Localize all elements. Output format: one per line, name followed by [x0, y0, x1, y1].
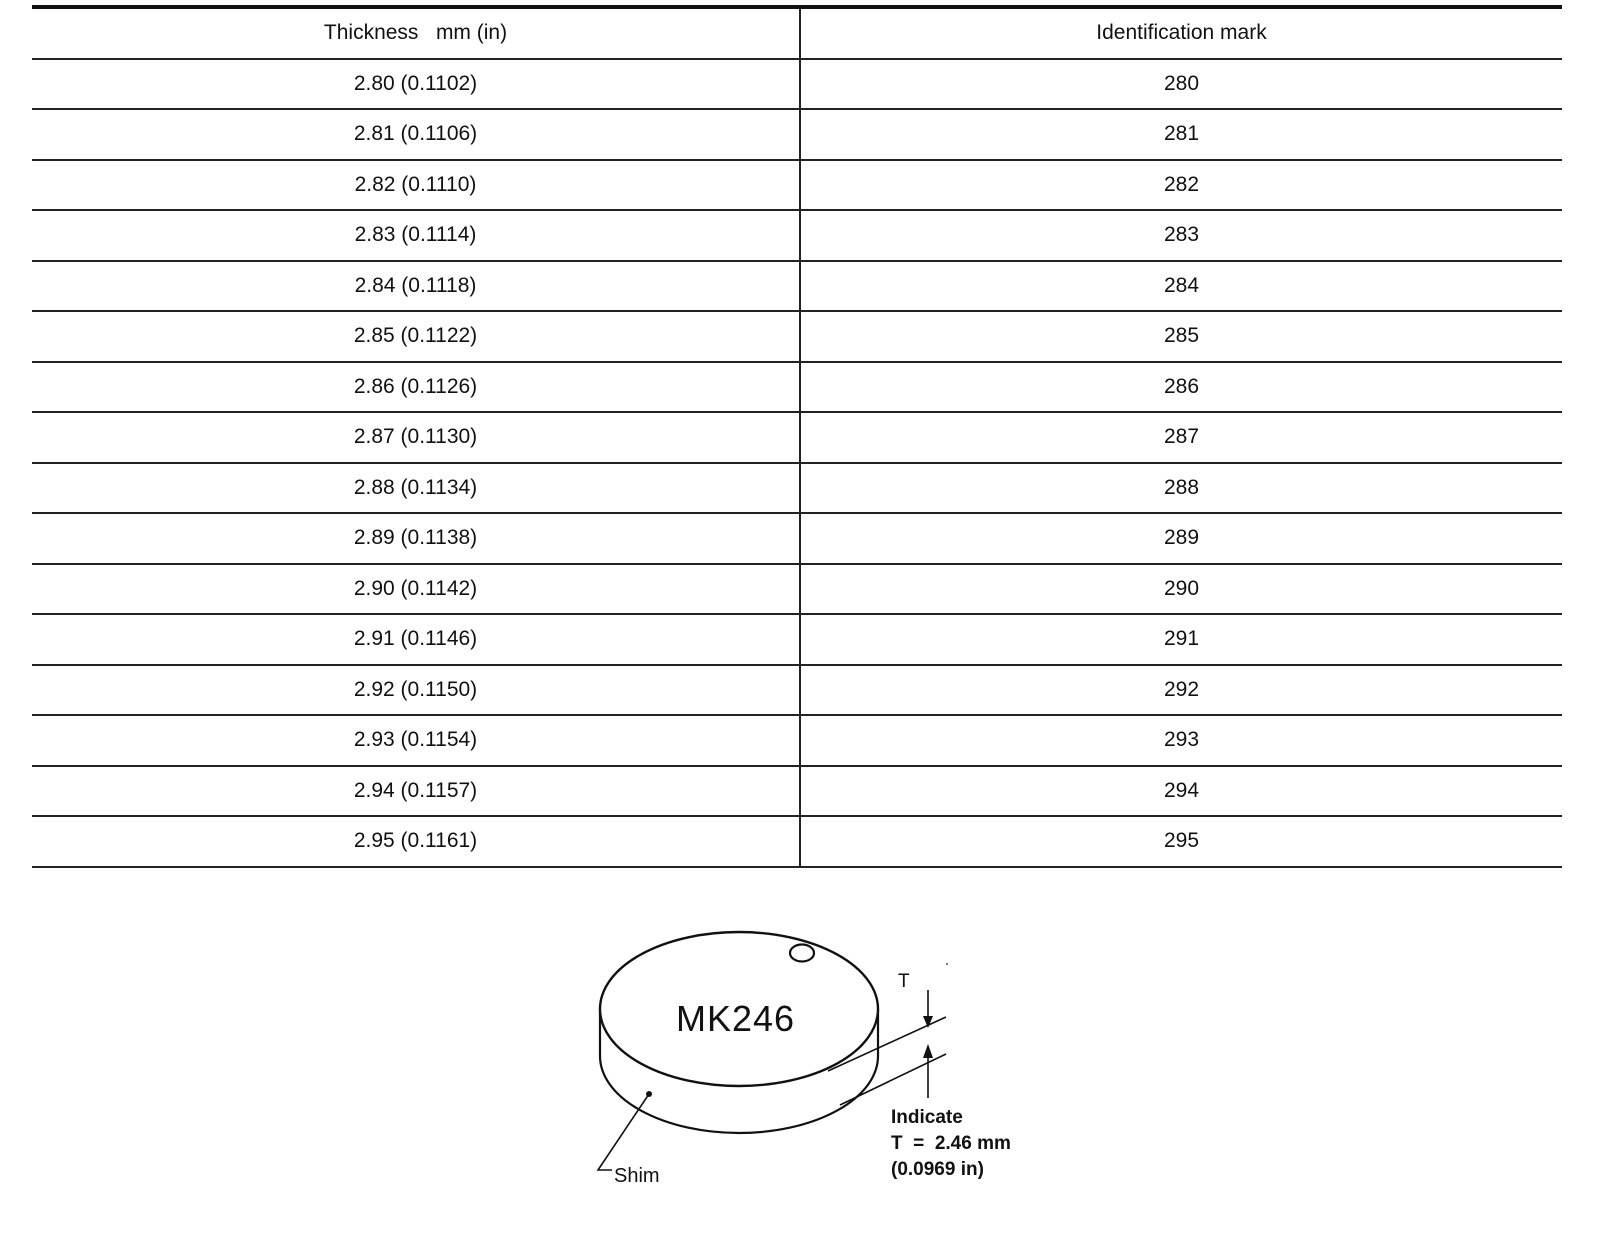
identification-mark-cell: 291	[800, 614, 1562, 665]
thickness-cell: 2.82 (0.1110)	[32, 160, 800, 211]
shim-drawing	[0, 880, 1600, 1220]
thickness-cell: 2.86 (0.1126)	[32, 362, 800, 413]
identification-mark-cell: 289	[800, 513, 1562, 564]
shim-illustration	[0, 880, 1600, 1220]
table-row	[32, 109, 1562, 160]
thickness-cell: 2.93 (0.1154)	[32, 715, 800, 766]
table-row	[32, 261, 1562, 312]
identification-mark-cell: 294	[800, 766, 1562, 817]
table-row	[32, 715, 1562, 766]
identification-mark-cell: 283	[800, 210, 1562, 261]
indicate-callout	[891, 1105, 1011, 1183]
table-row	[32, 59, 1562, 110]
identification-mark-cell: 284	[800, 261, 1562, 312]
thickness-cell: 2.90 (0.1142)	[32, 564, 800, 615]
thickness-cell: 2.89 (0.1138)	[32, 513, 800, 564]
shim-label: Shim	[614, 1165, 660, 1187]
thickness-t-label: T	[898, 971, 910, 992]
table-row	[32, 160, 1562, 211]
thickness-column-header: Thickness mm (in)	[32, 7, 800, 59]
table-row	[32, 766, 1562, 817]
table-row	[32, 513, 1562, 564]
indicate-value-in: (0.0969 in)	[891, 1159, 984, 1180]
identification-mark-cell: 287	[800, 412, 1562, 463]
identification-mark-cell: 292	[800, 665, 1562, 716]
table-row	[32, 665, 1562, 716]
identification-mark-cell: 286	[800, 362, 1562, 413]
table-row	[32, 816, 1562, 867]
identification-mark-column-header: Identification mark	[800, 7, 1562, 59]
thickness-cell: 2.94 (0.1157)	[32, 766, 800, 817]
thickness-cell: 2.88 (0.1134)	[32, 463, 800, 514]
thickness-cell: 2.91 (0.1146)	[32, 614, 800, 665]
table-row	[32, 463, 1562, 514]
identification-mark-cell: 293	[800, 715, 1562, 766]
indicate-line: Indicate	[891, 1107, 963, 1128]
table-header-row	[32, 7, 1562, 59]
thickness-cell: 2.84 (0.1118)	[32, 261, 800, 312]
scan-speck	[946, 963, 948, 965]
thickness-cell: 2.85 (0.1122)	[32, 311, 800, 362]
identification-mark-cell: 288	[800, 463, 1562, 514]
thickness-cell: 2.92 (0.1150)	[32, 665, 800, 716]
thickness-cell: 2.80 (0.1102)	[32, 59, 800, 110]
thickness-cell: 2.87 (0.1130)	[32, 412, 800, 463]
thickness-cell: 2.83 (0.1114)	[32, 210, 800, 261]
thickness-cell: 2.95 (0.1161)	[32, 816, 800, 867]
identification-mark-cell: 282	[800, 160, 1562, 211]
identification-mark-cell: 285	[800, 311, 1562, 362]
identification-mark-cell: 290	[800, 564, 1562, 615]
up-arrow-icon	[923, 1044, 933, 1058]
identification-mark-cell: 281	[800, 109, 1562, 160]
table-row	[32, 564, 1562, 615]
table-row	[32, 311, 1562, 362]
shim-leader-line	[598, 1094, 649, 1170]
table-row	[32, 412, 1562, 463]
shim-thickness-table	[32, 5, 1562, 868]
table-row	[32, 210, 1562, 261]
table-body	[32, 59, 1562, 867]
table-row	[32, 362, 1562, 413]
table-row	[32, 614, 1562, 665]
shim-hole-icon	[790, 945, 814, 962]
shim-identification-mark: MK246	[676, 998, 796, 1039]
identification-mark-cell: 280	[800, 59, 1562, 110]
thickness-cell: 2.81 (0.1106)	[32, 109, 800, 160]
identification-mark-cell: 295	[800, 816, 1562, 867]
indicate-value-mm: T = 2.46 mm	[891, 1133, 1011, 1154]
